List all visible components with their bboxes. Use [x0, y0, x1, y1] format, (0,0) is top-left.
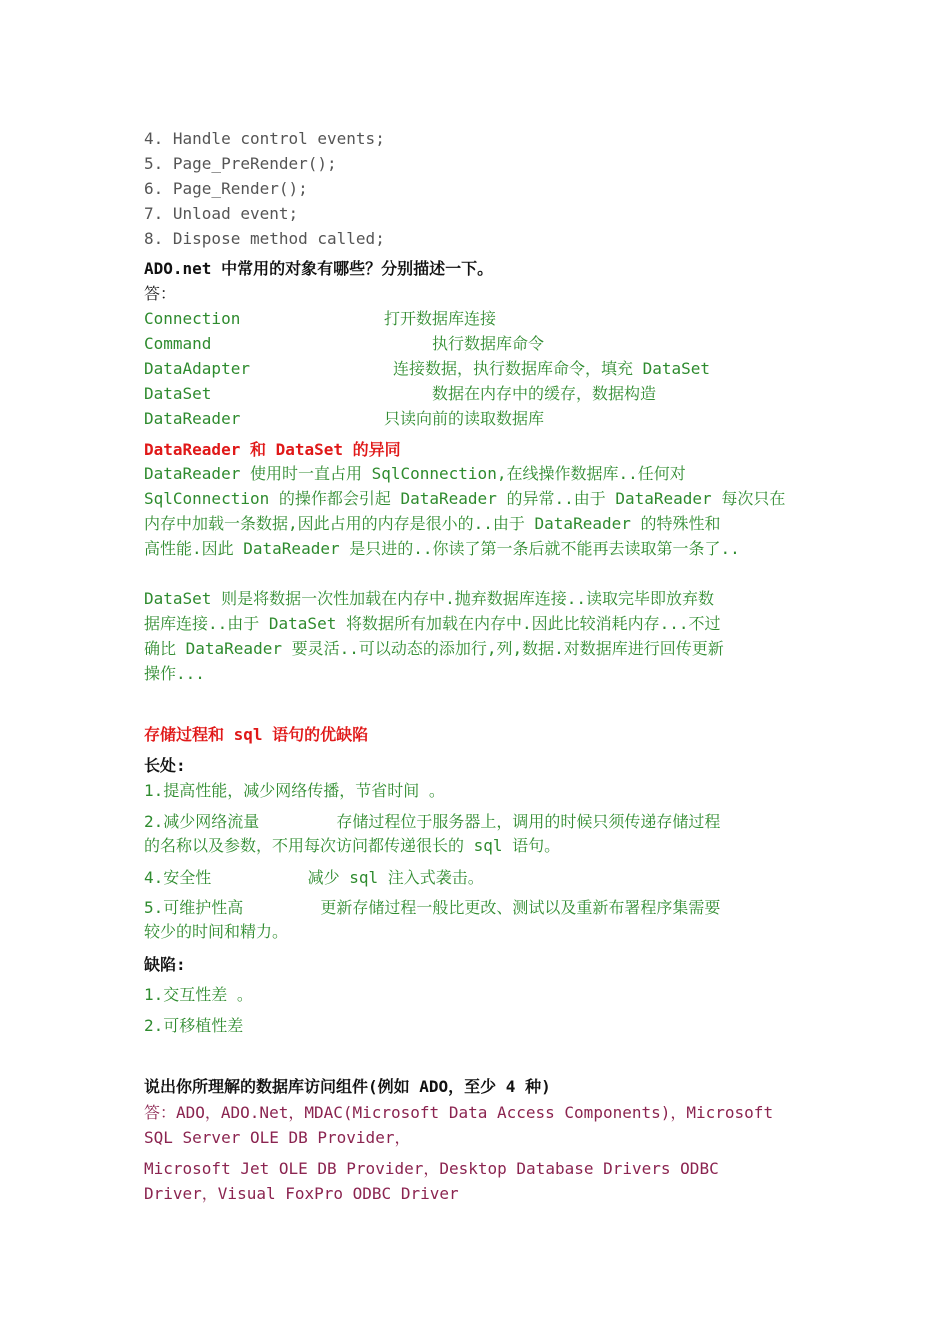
ado-object-desc: 执行数据库命令	[432, 334, 545, 353]
ado-object-name: Connection	[144, 309, 241, 328]
pro-item: 较少的时间和精力。	[144, 922, 289, 941]
components-answer-line: SQL Server OLE DB Provider，	[144, 1128, 411, 1147]
lifecycle-item: 7. Unload event;	[144, 204, 299, 223]
pros-label: 长处:	[144, 756, 186, 775]
paragraph-line: 内存中加载一条数据,因此占用的内存是很小的..由于 DataReader 的特殊性和	[144, 514, 721, 533]
ado-object-desc: 打开数据库连接	[384, 309, 497, 328]
components-answer-line: 答：ADO，ADO.Net，MDAC(Microsoft Data Access Components)，Microsoft	[144, 1103, 774, 1122]
con-item: 1.交互性差 。	[144, 985, 253, 1004]
ado-object-name: DataReader	[144, 409, 241, 428]
pro-item: 的名称以及参数，不用每次访问都传递很长的 sql 语句。	[144, 836, 561, 855]
pro-item: 1.提高性能，减少网络传播，节省时间 。	[144, 781, 445, 800]
con-item: 2.可移植性差	[144, 1016, 244, 1035]
ado-object-name: DataAdapter	[144, 359, 250, 378]
lifecycle-item: 5. Page_PreRender();	[144, 154, 337, 173]
paragraph-line: 高性能.因此 DataReader 是只进的..你读了第一条后就不能再去读取第一条了..	[144, 539, 740, 558]
pro-item: 2.减少网络流量 存储过程位于服务器上，调用的时候只须传递存储过程	[144, 812, 721, 831]
section-heading: DataReader 和 DataSet 的异同	[144, 440, 401, 459]
lifecycle-item: 8. Dispose method called;	[144, 229, 385, 248]
ado-object-desc: 只读向前的读取数据库	[384, 409, 545, 428]
ado-object-name: DataSet	[144, 384, 212, 403]
paragraph-line: 操作...	[144, 664, 205, 683]
lifecycle-item: 6. Page_Render();	[144, 179, 308, 198]
cons-label: 缺陷:	[144, 955, 186, 974]
paragraph-line: 确比 DataReader 要灵活..可以动态的添加行,列,数据.对数据库进行回传更新	[144, 639, 724, 658]
paragraph-line: DataReader 使用时一直占用 SqlConnection,在线操作数据库..任何对	[144, 464, 686, 483]
lifecycle-item: 4. Handle control events;	[144, 129, 385, 148]
answer-label: 答：	[144, 284, 177, 303]
paragraph-line: SqlConnection 的操作都会引起 DataReader 的异常..由于 DataReader 每次只在	[144, 489, 786, 508]
paragraph-line: DataSet 则是将数据一次性加载在内存中.抛弃数据库连接..读取完毕即放弃数	[144, 589, 714, 608]
pro-item: 5.可维护性高 更新存储过程一般比更改、测试以及重新布署程序集需要	[144, 898, 721, 917]
components-question: 说出你所理解的数据库访问组件(例如 ADO，至少 4 种)	[144, 1077, 551, 1096]
components-answer-line: Driver，Visual FoxPro ODBC Driver	[144, 1184, 459, 1203]
ado-object-desc: 数据在内存中的缓存，数据构造	[432, 384, 657, 403]
ado-object-name: Command	[144, 334, 212, 353]
section-heading: 存储过程和 sql 语句的优缺陷	[144, 725, 369, 744]
pro-item: 4.安全性 减少 sql 注入式袭击。	[144, 868, 484, 887]
ado-object-desc: 连接数据，执行数据库命令，填充 DataSet	[393, 359, 711, 378]
paragraph-line: 据库连接..由于 DataSet 将数据所有加载在内存中.因此比较消耗内存...不过	[144, 614, 721, 633]
components-answer-line: Microsoft Jet OLE DB Provider，Desktop Database Drivers ODBC	[144, 1159, 719, 1178]
ado-question: ADO.net 中常用的对象有哪些？分别描述一下。	[144, 259, 494, 278]
